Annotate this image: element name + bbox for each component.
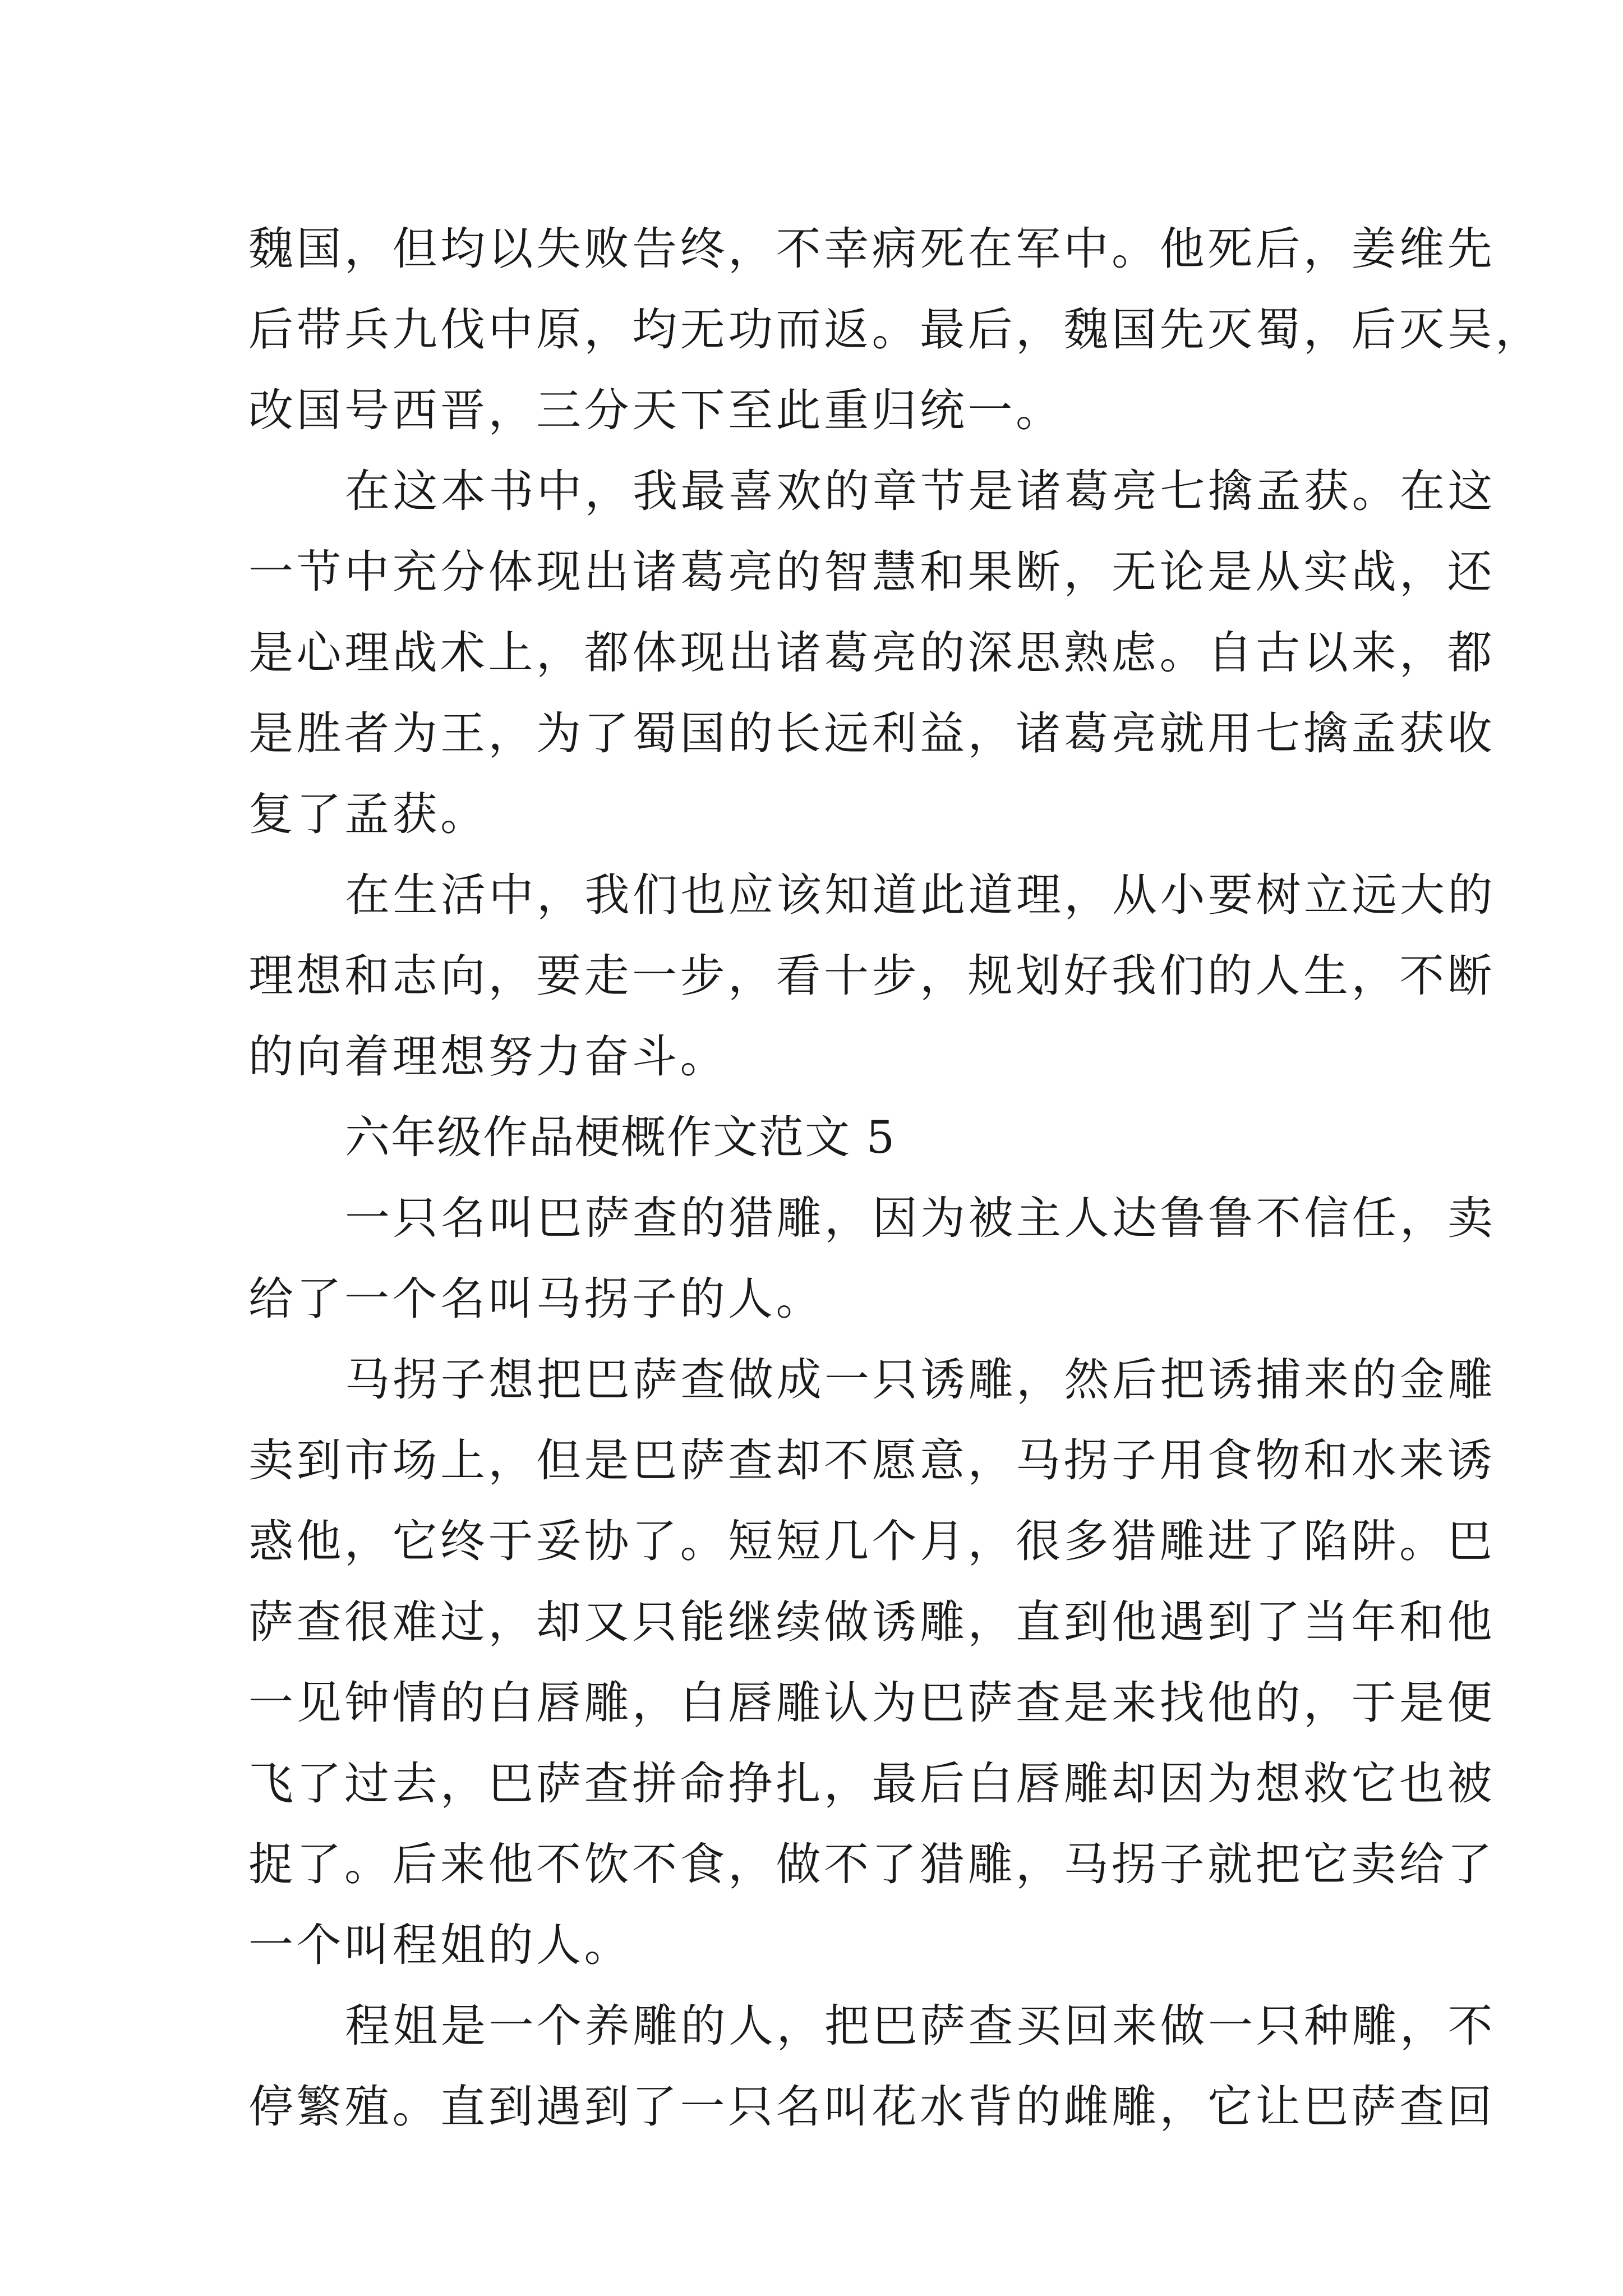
text-line: 一见钟情的白唇雕，白唇雕认为巴萨查是来找他的，于是便: [248, 1677, 1495, 1729]
text-line: 是胜者为王，为了蜀国的长远利益，诸葛亮就用七擒孟获收: [248, 707, 1495, 760]
paragraph-start-line: 在这本书中，我最喜欢的章节是诸葛亮七擒孟获。在这: [345, 465, 1496, 517]
text-line: 卖到市场上，但是巴萨查却不愿意，马拐子用食物和水来诱: [248, 1434, 1495, 1487]
text-line: 后带兵九伐中原，均无功而返。最后，魏国先灭蜀，后灭吴，: [248, 303, 1543, 356]
paragraph-start-line: 马拐子想把巴萨查做成一只诱雕，然后把诱捕来的金雕: [345, 1354, 1496, 1406]
paragraph-start-line: 一只名叫巴萨查的猎雕，因为被主人达鲁鲁不信任，卖: [345, 1192, 1496, 1244]
text-line: 捉了。后来他不饮不食，做不了猎雕，马拐子就把它卖给了: [248, 1838, 1495, 1890]
text-line: 飞了过去，巴萨查拼命挣扎，最后白唇雕却因为想救它也被: [248, 1757, 1495, 1810]
text-line: 改国号西晋，三分天下至此重归统一。: [248, 384, 1064, 436]
paragraph-start-line: 在生活中，我们也应该知道此道理，从小要树立远大的: [345, 869, 1496, 921]
text-line: 魏国，但均以失败告终，不幸病死在军中。他死后，姜维先: [248, 223, 1495, 275]
text-line: 一节中充分体现出诸葛亮的智慧和果断，无论是从实战，还: [248, 546, 1495, 598]
paragraph-start-line: 程姐是一个养雕的人，把巴萨查买回来做一只种雕，不: [345, 2000, 1496, 2052]
document-body: [248, 209, 1543, 2147]
text-line: 惑他，它终于妥协了。短短几个月，很多猎雕进了陷阱。巴: [248, 1515, 1495, 1567]
text-line: 复了孟获。: [248, 788, 488, 840]
text-line: 一个叫程姐的人。: [248, 1919, 632, 1971]
text-line: 是心理战术上，都体现出诸葛亮的深思熟虑。自古以来，都: [248, 627, 1495, 679]
text-line: 理想和志向，要走一步，看十步，规划好我们的人生，不断: [248, 950, 1495, 1002]
text-line: 萨查很难过，却又只能继续做诱雕，直到他遇到了当年和他: [248, 1596, 1495, 1648]
text-line: 停繁殖。直到遇到了一只名叫花水背的雌雕，它让巴萨查回: [248, 2081, 1495, 2133]
text-line: 给了一个名叫马拐子的人。: [248, 1273, 824, 1325]
section-heading: 六年级作品梗概作文范文 5: [345, 1111, 896, 1163]
text-line: 的向着理想努力奋斗。: [248, 1030, 728, 1083]
